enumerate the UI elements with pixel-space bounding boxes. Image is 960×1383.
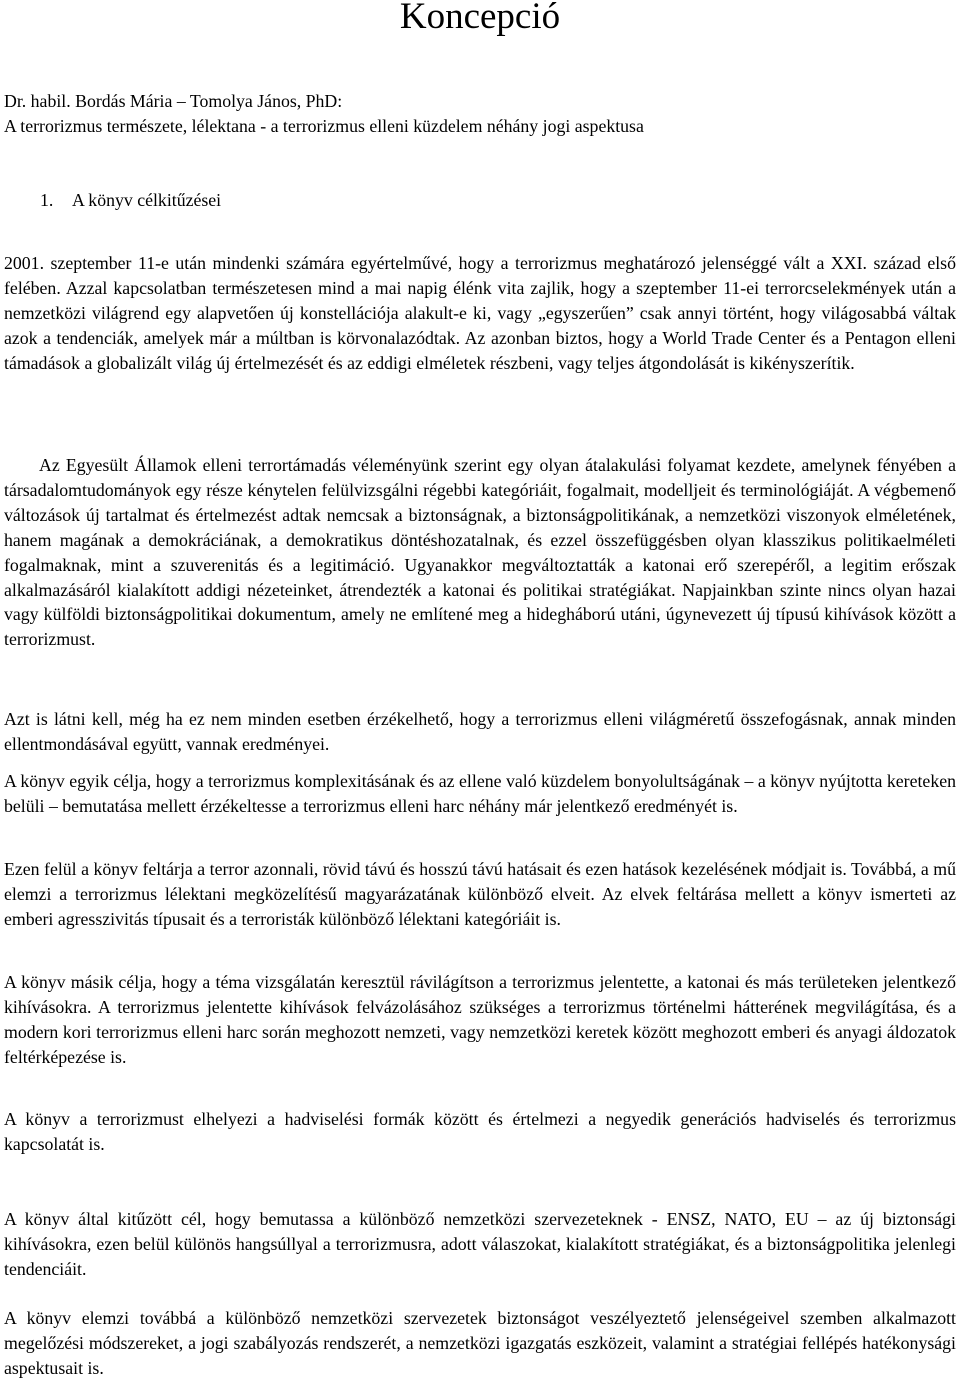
section-number: 1.	[40, 190, 54, 210]
paragraph-6: A könyv másik célja, hogy a téma vizsgálatán keresztül rávilágítson a terrorizmus jelentette, a katonai és más területeken jelentkező kihívásokra. A terrorizmus jelentette kihívások felvázolásához szükséges a terrorizmus történelmi hátterének megvilágítása, és a modern kori terrorizmus elleni harc során meghozott nemzeti, vagy nemzetközi keretek között meghozott emberi és anyagi áldozatok feltérképezése is.	[4, 972, 956, 1067]
page-title: Koncepció	[399, 0, 561, 37]
paragraph-7: A könyv a terrorizmust elhelyezi a hadviselési formák között és értelmezi a negyedik generációs hadviselés és terrorizmus kapcsolatát is.	[4, 1109, 956, 1154]
paragraph-5: Ezen felül a könyv feltárja a terror azonnali, rövid távú és hosszú távú hatásait és ezen hatások kezelésének módjait is. Továbbá, a mű elemzi a terrorizmus lélektani megközelítésű magyarázatának különböző elveit. Az elvek feltárása mellett a könyv ismerteti az emberi agresszivitás típusait és a terroristák különböző lélektani kategóriáit is.	[4, 859, 956, 929]
authors-block	[4, 89, 956, 139]
book-title-line: A terrorizmus természete, lélektana - a terrorizmus elleni küzdelem néhány jogi aspektusa	[4, 116, 644, 136]
paragraph-9: A könyv elemzi továbbá a különböző nemzetközi szervezetek biztonságot veszélyeztető jelenségeivel szemben alkalmazott megelőzési módszereket, a jogi szabályozás rendszerét, a nemzetközi igazgatás eszközeit, valamint a stratégiai fellépés hatékonysági aspektusait is.	[4, 1308, 956, 1378]
paragraph-1: 2001. szeptember 11-e után mindenki számára egyértelművé, hogy a terrorizmus meghatározó jelenséggé vált a XXI. század első felében. Azzal kapcsolatban természetesen mind a mai napig élénk vita zajlik, hogy a szeptember 11-ei terrorcselekmények után a nemzetközi világrend egy alapvetően új konstellációja alakult-e ki, vagy „egyszerűen” csak annyi történt, hogy világosabbá váltak azok a tendenciák, amelyek már a múltban is körvonalazódtak. Az azonban biztos, hogy a World Trade Center és a Pentagon elleni támadások a globalizált világ új értelmezését és az eddigi elméletek részbeni, vagy teljes átgondolását is kikényszerítik.	[4, 253, 956, 373]
section-heading	[40, 188, 920, 213]
paragraph-2: Az Egyesült Államok elleni terrortámadás véleményünk szerint egy olyan átalakulási folyamat kezdete, amelynek fényében a társadalomtudományok egy része kénytelen felülvizsgálni régebbi kategóriáit, fogalmait, modelljeit és terminológiáját. A végbemenő változások új tartalmat és értelmezést adtak nemcsak a biztonságnak, a biztonságpolitikának, a nemzetközi viszonyok elméletének, hanem magának a demokráciának, a demokratikus döntéshozatalnak, és ezzel összefüggésben olyan klasszikus politikaelméleti fogalmaknak, mint a szuverenitás és a legitimáció. Ugyanakkor megváltoztatták a katonai erő szerepéről, a legitim erőszak alkalmazásáról kialakított addigi nézeteinket, átrendezték a katonai és politikai stratégiákat. Napjainkban szinte nincs olyan hazai vagy külföldi biztonságpolitikai dokumentum, amely ne említené meg a hidegháború utáni, úgynevezett új típusú kihívások között a terrorizmust.	[4, 455, 956, 650]
authors-line: Dr. habil. Bordás Mária – Tomolya János, PhD:	[4, 91, 343, 111]
section-title: A könyv célkitűzései	[72, 190, 222, 210]
paragraph-3: Azt is látni kell, még ha ez nem minden esetben érzékelhető, hogy a terrorizmus elleni világméretű összefogásnak, annak minden ellentmondásával együtt, vannak eredményei.	[4, 709, 956, 754]
paragraph-8: A könyv által kitűzött cél, hogy bemutassa a különböző nemzetközi szervezeteknek - ENSZ, NATO, EU – az új biztonsági kihívásokra, ezen belül különös hangsúllyal a terrorizmusra, adott válaszokat, kialakított stratégiákat, és a biztonságpolitika jelenlegi tendenciáit.	[4, 1209, 956, 1279]
paragraph-4: A könyv egyik célja, hogy a terrorizmus komplexitásának és az ellene való küzdelem bonyolultságának – a könyv nyújtotta kereteken belüli – bemutatása mellett érzékeltesse a terrorizmus elleni harc néhány már jelentkező eredményét is.	[4, 771, 956, 816]
